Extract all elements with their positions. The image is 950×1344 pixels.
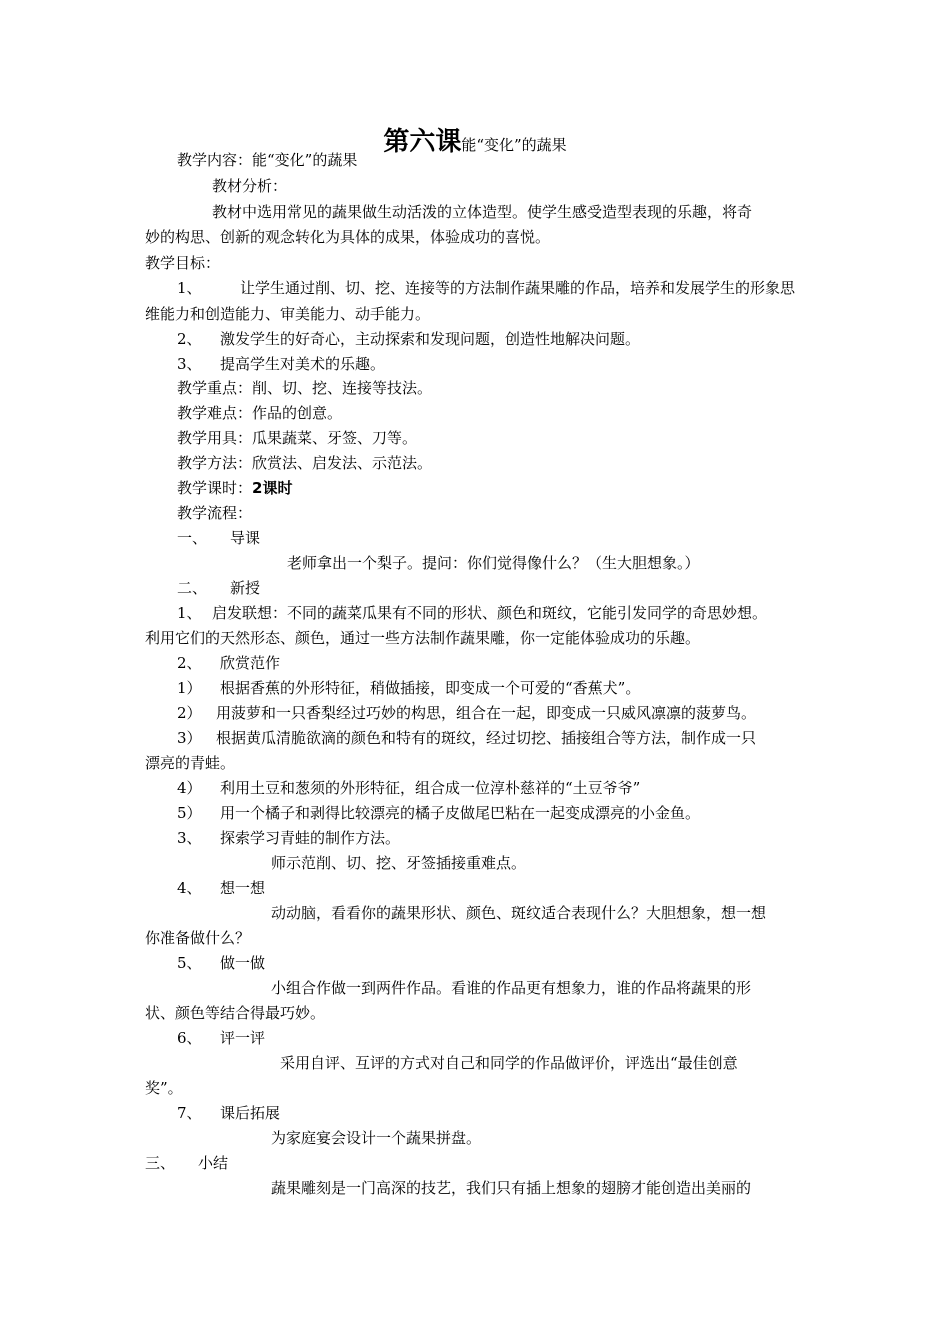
goal-3-number: 3、 <box>177 355 202 373</box>
goal-1-number: 1、 <box>177 279 202 297</box>
example-4-number: 4） <box>177 779 202 797</box>
goals-label: 教学目标： <box>145 254 221 272</box>
lesson-number: 第六课 <box>383 127 462 157</box>
teaching-content: 教学内容：能“变化”的蔬果 <box>177 151 358 169</box>
step-6-line-1: 采用自评、互评的方式对自己和同学的作品做评价，评选出“最佳创意 <box>280 1054 738 1072</box>
step-3-title: 探索学习青蛙的制作方法。 <box>220 829 401 847</box>
step-4-line-1: 动动脑，看看你的蔬果形状、颜色、斑纹适合表现什么？大胆想象，想一想 <box>271 904 767 922</box>
hours-value: 2课时 <box>252 479 293 497</box>
key-points: 教学重点：削、切、挖、连接等技法。 <box>177 379 433 397</box>
step-1-line-1: 启发联想：不同的蔬菜瓜果有不同的形状、颜色和斑纹，它能引发同学的奇思妙想。 <box>212 604 768 622</box>
step-4-line-2: 你准备做什么？ <box>145 929 251 947</box>
section-3-number: 三、 <box>145 1154 176 1172</box>
step-5-line-1: 小组合作做一到两件作品。看谁的作品更有想象力，谁的作品将蔬果的形 <box>271 979 752 997</box>
step-7-number: 7、 <box>177 1104 202 1122</box>
step-1-number: 1、 <box>177 604 202 622</box>
teaching-methods: 教学方法：欣赏法、启发法、示范法。 <box>177 454 433 472</box>
example-2-text: 用菠萝和一只香梨经过巧妙的构思，组合在一起，即变成一只威风凛凛的菠萝鸟。 <box>216 704 757 722</box>
example-5-number: 5） <box>177 804 202 822</box>
step-5-title: 做一做 <box>220 954 266 972</box>
step-2-number: 2、 <box>177 654 202 672</box>
section-3-text: 蔬果雕刻是一门高深的技艺，我们只有插上想象的翅膀才能创造出美丽的 <box>271 1179 752 1197</box>
step-5-number: 5、 <box>177 954 202 972</box>
step-5-line-2: 状、颜色等结合得最巧妙。 <box>145 1004 326 1022</box>
step-3-text: 师示范削、切、挖、牙签插接重难点。 <box>271 854 527 872</box>
section-1-title: 导课 <box>230 529 261 547</box>
section-2-title: 新授 <box>230 579 261 597</box>
example-1-text: 根据香蕉的外形特征，稍做插接，即变成一个可爱的“香蕉犬”。 <box>220 679 641 697</box>
step-3-number: 3、 <box>177 829 202 847</box>
goal-2-number: 2、 <box>177 330 202 348</box>
goal-1-line-1: 让学生通过削、切、挖、连接等的方法制作蔬果雕的作品，培养和发展学生的形象思 <box>240 279 796 297</box>
lesson-title <box>0 121 950 158</box>
section-1-number: 一、 <box>177 529 208 547</box>
goal-1-line-2: 维能力和创造能力、审美能力、动手能力。 <box>145 305 431 323</box>
lesson-name: 能“变化”的蔬果 <box>461 136 567 154</box>
step-6-number: 6、 <box>177 1029 202 1047</box>
step-2-title: 欣赏范作 <box>220 654 281 672</box>
section-1-text: 老师拿出一个梨子。提问：你们觉得像什么？（生大胆想象。） <box>287 554 700 572</box>
analysis-line-1: 教材中选用常见的蔬果做生动活泼的立体造型。使学生感受造型表现的乐趣，将奇 <box>212 203 753 221</box>
step-1-line-2: 利用它们的天然形态、颜色，通过一些方法制作蔬果雕，你一定能体验成功的乐趣。 <box>145 629 701 647</box>
example-1-number: 1） <box>177 679 202 697</box>
goal-3-text: 提高学生对美术的乐趣。 <box>220 355 386 373</box>
step-4-title: 想一想 <box>220 879 266 897</box>
teaching-hours <box>177 478 292 498</box>
difficulty: 教学难点：作品的创意。 <box>177 404 343 422</box>
step-4-number: 4、 <box>177 879 202 897</box>
section-2-number: 二、 <box>177 579 208 597</box>
analysis-label: 教材分析： <box>212 177 288 195</box>
goal-2-text: 激发学生的好奇心，主动探索和发现问题，创造性地解决问题。 <box>220 330 641 348</box>
example-3-line-1: 根据黄瓜清脆欲滴的颜色和特有的斑纹，经过切挖、插接组合等方法，制作成一只 <box>216 729 757 747</box>
hours-label: 教学课时： <box>177 479 253 497</box>
example-2-number: 2） <box>177 704 202 722</box>
example-4-text: 利用土豆和葱须的外形特征，组合成一位淳朴慈祥的“土豆爷爷” <box>220 779 641 797</box>
step-6-line-2: 奖”。 <box>145 1079 183 1097</box>
teaching-tools: 教学用具：瓜果蔬菜、牙签、刀等。 <box>177 429 418 447</box>
analysis-line-2: 妙的构思、创新的观念转化为具体的成果，体验成功的喜悦。 <box>145 228 551 246</box>
step-6-title: 评一评 <box>220 1029 266 1047</box>
flow-label: 教学流程： <box>177 504 253 522</box>
step-7-text: 为家庭宴会设计一个蔬果拼盘。 <box>271 1129 482 1147</box>
example-3-number: 3） <box>177 729 202 747</box>
step-7-title: 课后拓展 <box>220 1104 281 1122</box>
example-3-line-2: 漂亮的青蛙。 <box>145 754 236 772</box>
section-3-title: 小结 <box>198 1154 229 1172</box>
example-5-text: 用一个橘子和剥得比较漂亮的橘子皮做尾巴粘在一起变成漂亮的小金鱼。 <box>220 804 701 822</box>
